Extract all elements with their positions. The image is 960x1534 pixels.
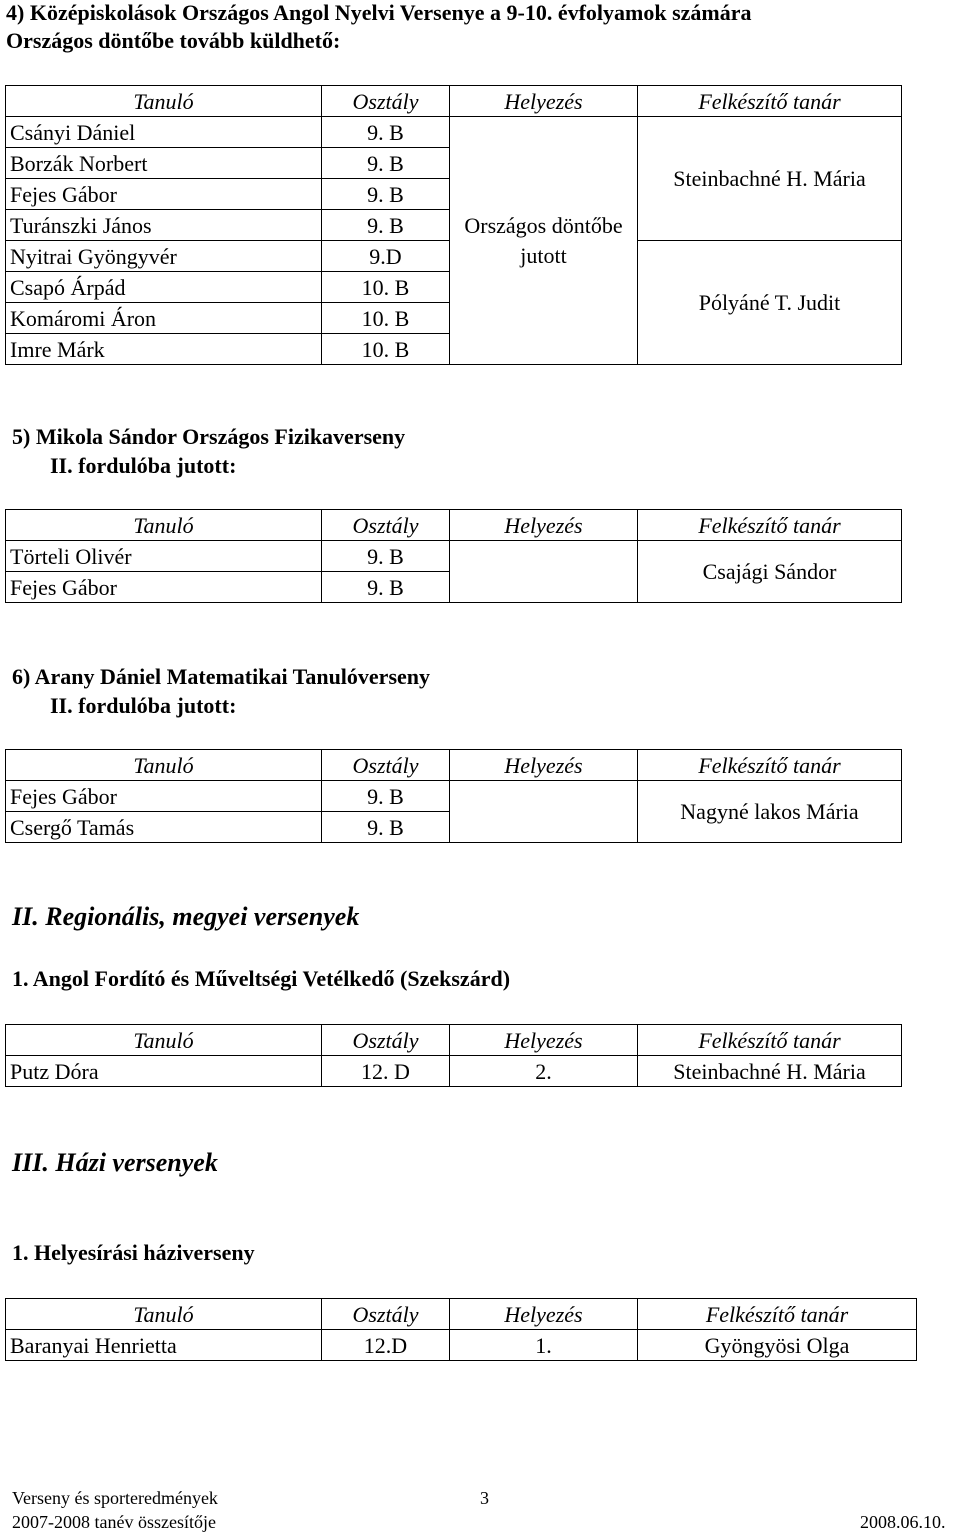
table-header-row [6, 86, 902, 117]
part-3-title: III. Házi versenyek [12, 1148, 218, 1177]
col-header-teacher: Felkészítő tanár [638, 510, 902, 541]
col-header-student: Tanuló [6, 1025, 322, 1056]
col-header-student: Tanuló [6, 750, 322, 781]
teacher-cell: Nagyné lakos Mária [638, 781, 902, 843]
part-2-title: II. Regionális, megyei versenyek [12, 902, 360, 931]
col-header-student: Tanuló [6, 510, 322, 541]
part-2-section-1-title: 1. Angol Fordító és Műveltségi Vetélkedő (Szekszárd) [12, 966, 511, 991]
student-name: Fejes Gábor [6, 179, 322, 210]
placement-cell [450, 117, 638, 365]
col-header-class: Osztály [322, 86, 450, 117]
class-cell: 10. B [322, 303, 450, 334]
class-cell: 9. B [322, 541, 450, 572]
section-5-subtitle: II. fordulóba jutott: [50, 453, 237, 478]
table-row [6, 1330, 917, 1361]
section-6-title: 6) Arany Dániel Matematikai Tanulóverseny [12, 664, 431, 689]
table-header-row [6, 750, 902, 781]
student-name: Imre Márk [6, 334, 322, 365]
table-s5 [5, 509, 902, 603]
class-cell: 9. B [322, 812, 450, 843]
col-header-placement: Helyezés [450, 1299, 638, 1330]
table-row [6, 1056, 902, 1087]
table-row [6, 781, 902, 812]
section-5-title: 5) Mikola Sándor Országos Fizikaverseny [12, 424, 406, 449]
student-name: Törteli Olivér [6, 541, 322, 572]
class-cell: 10. B [322, 272, 450, 303]
placement-cell: 2. [450, 1056, 638, 1087]
col-header-placement: Helyezés [450, 1025, 638, 1056]
placement-text: Országos döntőbe jutott [464, 212, 623, 268]
class-cell: 9. B [322, 179, 450, 210]
table-regional [5, 1024, 902, 1087]
teacher-cell: Steinbachné H. Mária [638, 117, 902, 241]
table-row [6, 541, 902, 572]
footer-date: 2008.06.10. [860, 1512, 946, 1532]
col-header-class: Osztály [322, 1025, 450, 1056]
teacher-cell: Csajági Sándor [638, 541, 902, 603]
student-name: Komáromi Áron [6, 303, 322, 334]
table-header-row [6, 1299, 917, 1330]
table-header-row [6, 1025, 902, 1056]
class-cell: 9. B [322, 148, 450, 179]
table-s6 [5, 749, 902, 843]
student-name: Putz Dóra [6, 1056, 322, 1087]
student-name: Baranyai Henrietta [6, 1330, 322, 1361]
col-header-class: Osztály [322, 750, 450, 781]
placement-cell: 1. [450, 1330, 638, 1361]
col-header-placement: Helyezés [450, 750, 638, 781]
col-header-student: Tanuló [6, 1299, 322, 1330]
col-header-placement: Helyezés [450, 510, 638, 541]
table-header-row [6, 510, 902, 541]
student-name: Fejes Gábor [6, 781, 322, 812]
class-cell: 9. B [322, 117, 450, 148]
class-cell: 9. B [322, 781, 450, 812]
student-name: Borzák Norbert [6, 148, 322, 179]
section-4-title: 4) Középiskolások Országos Angol Nyelvi Versenye a 9-10. évfolyamok számára [6, 0, 752, 25]
class-cell: 10. B [322, 334, 450, 365]
student-name: Turánszki János [6, 210, 322, 241]
col-header-teacher: Felkészítő tanár [638, 1299, 917, 1330]
teacher-cell: Pólyáné T. Judit [638, 241, 902, 365]
teacher-cell: Steinbachné H. Mária [638, 1056, 902, 1087]
col-header-class: Osztály [322, 1299, 450, 1330]
placement-cell [450, 541, 638, 603]
section-6-subtitle: II. fordulóba jutott: [50, 693, 237, 718]
footer-doc-title: Verseny és sporteredmények [12, 1488, 218, 1508]
col-header-class: Osztály [322, 510, 450, 541]
footer-page-number: 3 [480, 1488, 489, 1508]
part-3-section-1-title: 1. Helyesírási háziverseny [12, 1240, 255, 1265]
class-cell: 12. D [322, 1056, 450, 1087]
col-header-teacher: Felkészítő tanár [638, 1025, 902, 1056]
teacher-cell: Gyöngyösi Olga [638, 1330, 917, 1361]
class-cell: 9. B [322, 210, 450, 241]
student-name: Nyitrai Gyöngyvér [6, 241, 322, 272]
student-name: Csapó Árpád [6, 272, 322, 303]
section-4-subtitle: Országos döntőbe tovább küldhető: [6, 28, 341, 53]
col-header-teacher: Felkészítő tanár [638, 86, 902, 117]
table-house [5, 1298, 917, 1361]
student-name: Csányi Dániel [6, 117, 322, 148]
student-name: Csergő Tamás [6, 812, 322, 843]
class-cell: 12.D [322, 1330, 450, 1361]
student-name: Fejes Gábor [6, 572, 322, 603]
placement-cell [450, 781, 638, 843]
class-cell: 9. B [322, 572, 450, 603]
table-s4 [5, 85, 902, 365]
col-header-placement: Helyezés [450, 86, 638, 117]
col-header-teacher: Felkészítő tanár [638, 750, 902, 781]
class-cell: 9.D [322, 241, 450, 272]
col-header-student: Tanuló [6, 86, 322, 117]
table-row [6, 117, 902, 148]
footer-year-summary: 2007-2008 tanév összesítője [12, 1512, 216, 1532]
